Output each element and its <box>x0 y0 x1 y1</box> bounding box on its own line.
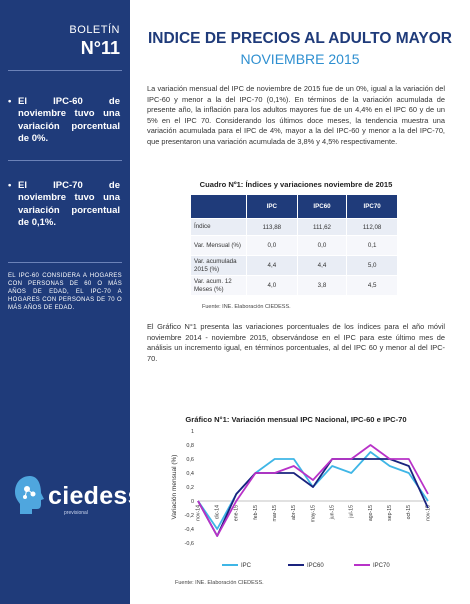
chart-title: Gráfico N°1: Variación mensual IPC Nacional, IPC-60 e IPC-70 <box>185 415 407 424</box>
x-tick-label: feb-15 <box>252 505 259 520</box>
logo-text: ciedess <box>48 482 142 510</box>
x-tick-label: jul-15 <box>348 505 355 518</box>
x-tick-label: abr-15 <box>291 505 298 520</box>
sidebar-bullet-ipc60: • El IPC-60 de noviembre tuvo una variación porcentual de 0%. <box>18 96 120 145</box>
x-tick-label: nov-14 <box>195 505 202 521</box>
chart-source: Fuente: INE. Elaboración CIEDESS. <box>175 580 264 586</box>
bulletin-number: N°11 <box>80 38 120 58</box>
table-header-row <box>191 195 398 219</box>
y-tick-label: 0,2 <box>186 485 194 491</box>
table-row-label: Var. Mensual (%) <box>191 236 247 256</box>
table-cell: 113,88 <box>247 219 298 236</box>
table-row <box>191 219 398 236</box>
page-title: INDICE DE PRECIOS AL ADULTO MAYOR <box>147 30 452 47</box>
table-row-label: Var. acum. 12 Meses (%) <box>191 276 247 296</box>
series-line-ipc60 <box>198 459 428 536</box>
table-header-cell: IPC <box>247 195 298 219</box>
indices-table <box>190 194 398 296</box>
table-cell: 111,62 <box>297 219 347 236</box>
table-cell: 4,4 <box>247 256 298 276</box>
y-tick-label: -0,6 <box>184 541 194 547</box>
y-tick-label: -0,4 <box>184 527 194 533</box>
sidebar <box>0 0 142 604</box>
sidebar-divider <box>8 70 122 71</box>
head-icon <box>12 474 48 518</box>
line-chart <box>170 425 440 577</box>
table-cell: 4,0 <box>247 276 298 296</box>
y-axis-label: Variación mensual (%) <box>171 454 178 520</box>
y-tick-label: 0,8 <box>186 443 194 449</box>
y-tick-label: 0,4 <box>186 471 194 477</box>
x-tick-label: nov-15 <box>425 505 432 521</box>
table-cell: 0,1 <box>347 236 398 256</box>
x-tick-label: may-15 <box>310 505 317 523</box>
x-tick-label: jun-15 <box>329 505 336 520</box>
intro-paragraph: La variación mensual del IPC de noviembre de 2015 fue de un 0%, igual a la variación del IPC-60 y menor a la del IPC-70 (0,1%). En términos de la variación acumulada de presente año, la inflación para los adultos mayores fue de un 4,4% en el IPC 60 y de un 5% en el IPC 70. Considerando los últimos doce meses, la tendencia muestra una variación acumulada para el IPC de 4%, mayor a la del IPC-60 y menor a la del IPC-70, que presentaron una variación acumulada de 3,8% y 4,5% respectivamente. <box>147 84 445 146</box>
table-header-cell: IPC60 <box>297 195 347 219</box>
table-row <box>191 256 398 276</box>
table-title: Cuadro Nº1: Índices y variaciones noviembre de 2015 <box>199 180 393 189</box>
table-cell: 3,8 <box>297 276 347 296</box>
table-row-label: Var. acumulada 2015 (%) <box>191 256 247 276</box>
x-tick-label: ago-15 <box>367 505 374 522</box>
chart-description-paragraph: El Gráfico N°1 presenta las variaciones porcentuales de los índices para el año móvil noviembre 2014 - noviembre 2015, observándose en el IPC para este último mes de análisis un incremento igual, en términos porcentuales, al del IPC 60 y menor al del IPC-70. <box>147 322 445 363</box>
table-cell: 0,0 <box>297 236 347 256</box>
table-cell: 112,08 <box>347 219 398 236</box>
page-subtitle: NOVIEMBRE 2015 <box>240 51 360 67</box>
table-row <box>191 236 398 256</box>
y-tick-label: 1 <box>190 429 194 435</box>
y-tick-label: -0,2 <box>184 513 194 519</box>
ciedess-logo <box>10 470 142 520</box>
table-source: Fuente: INE. Elaboración CIEDESS. <box>202 304 291 310</box>
table-header-cell <box>191 195 247 219</box>
bulletin-label: BOLETÍN <box>69 24 120 36</box>
sidebar-divider <box>8 262 122 263</box>
table-row <box>191 276 398 296</box>
table-cell: 4,5 <box>347 276 398 296</box>
sidebar-note: EL IPC-60 CONSIDERA A HOGARES CON PERSONAS DE 60 O MÁS AÑOS DE EDAD, EL IPC-70 A HOGARES CON PERSONAS DE 70 O MÁS AÑOS DE EDAD. <box>8 273 122 312</box>
sidebar-divider <box>8 160 122 161</box>
legend-label: IPC60 <box>307 563 324 569</box>
table-cell: 5,0 <box>347 256 398 276</box>
x-tick-label: dic-14 <box>214 505 221 520</box>
y-tick-label: 0,6 <box>186 457 194 463</box>
y-tick-label: 0 <box>190 499 194 505</box>
x-tick-label: mar-15 <box>272 505 279 522</box>
x-tick-label: oct-15 <box>406 505 413 520</box>
table-cell: 0,0 <box>247 236 298 256</box>
table-header-cell: IPC70 <box>347 195 398 219</box>
logo-subtext: previsional <box>64 510 88 516</box>
table-cell: 4,4 <box>297 256 347 276</box>
legend-label: IPC70 <box>373 563 390 569</box>
legend-label: IPC <box>241 563 252 569</box>
x-tick-label: ene-15 <box>233 505 240 522</box>
table-row-label: Índice <box>191 219 247 236</box>
x-tick-label: sep-15 <box>387 505 394 521</box>
sidebar-bullet-ipc70: • El IPC-70 de noviembre tuvo una variación porcentual de 0,1%. <box>18 180 120 229</box>
